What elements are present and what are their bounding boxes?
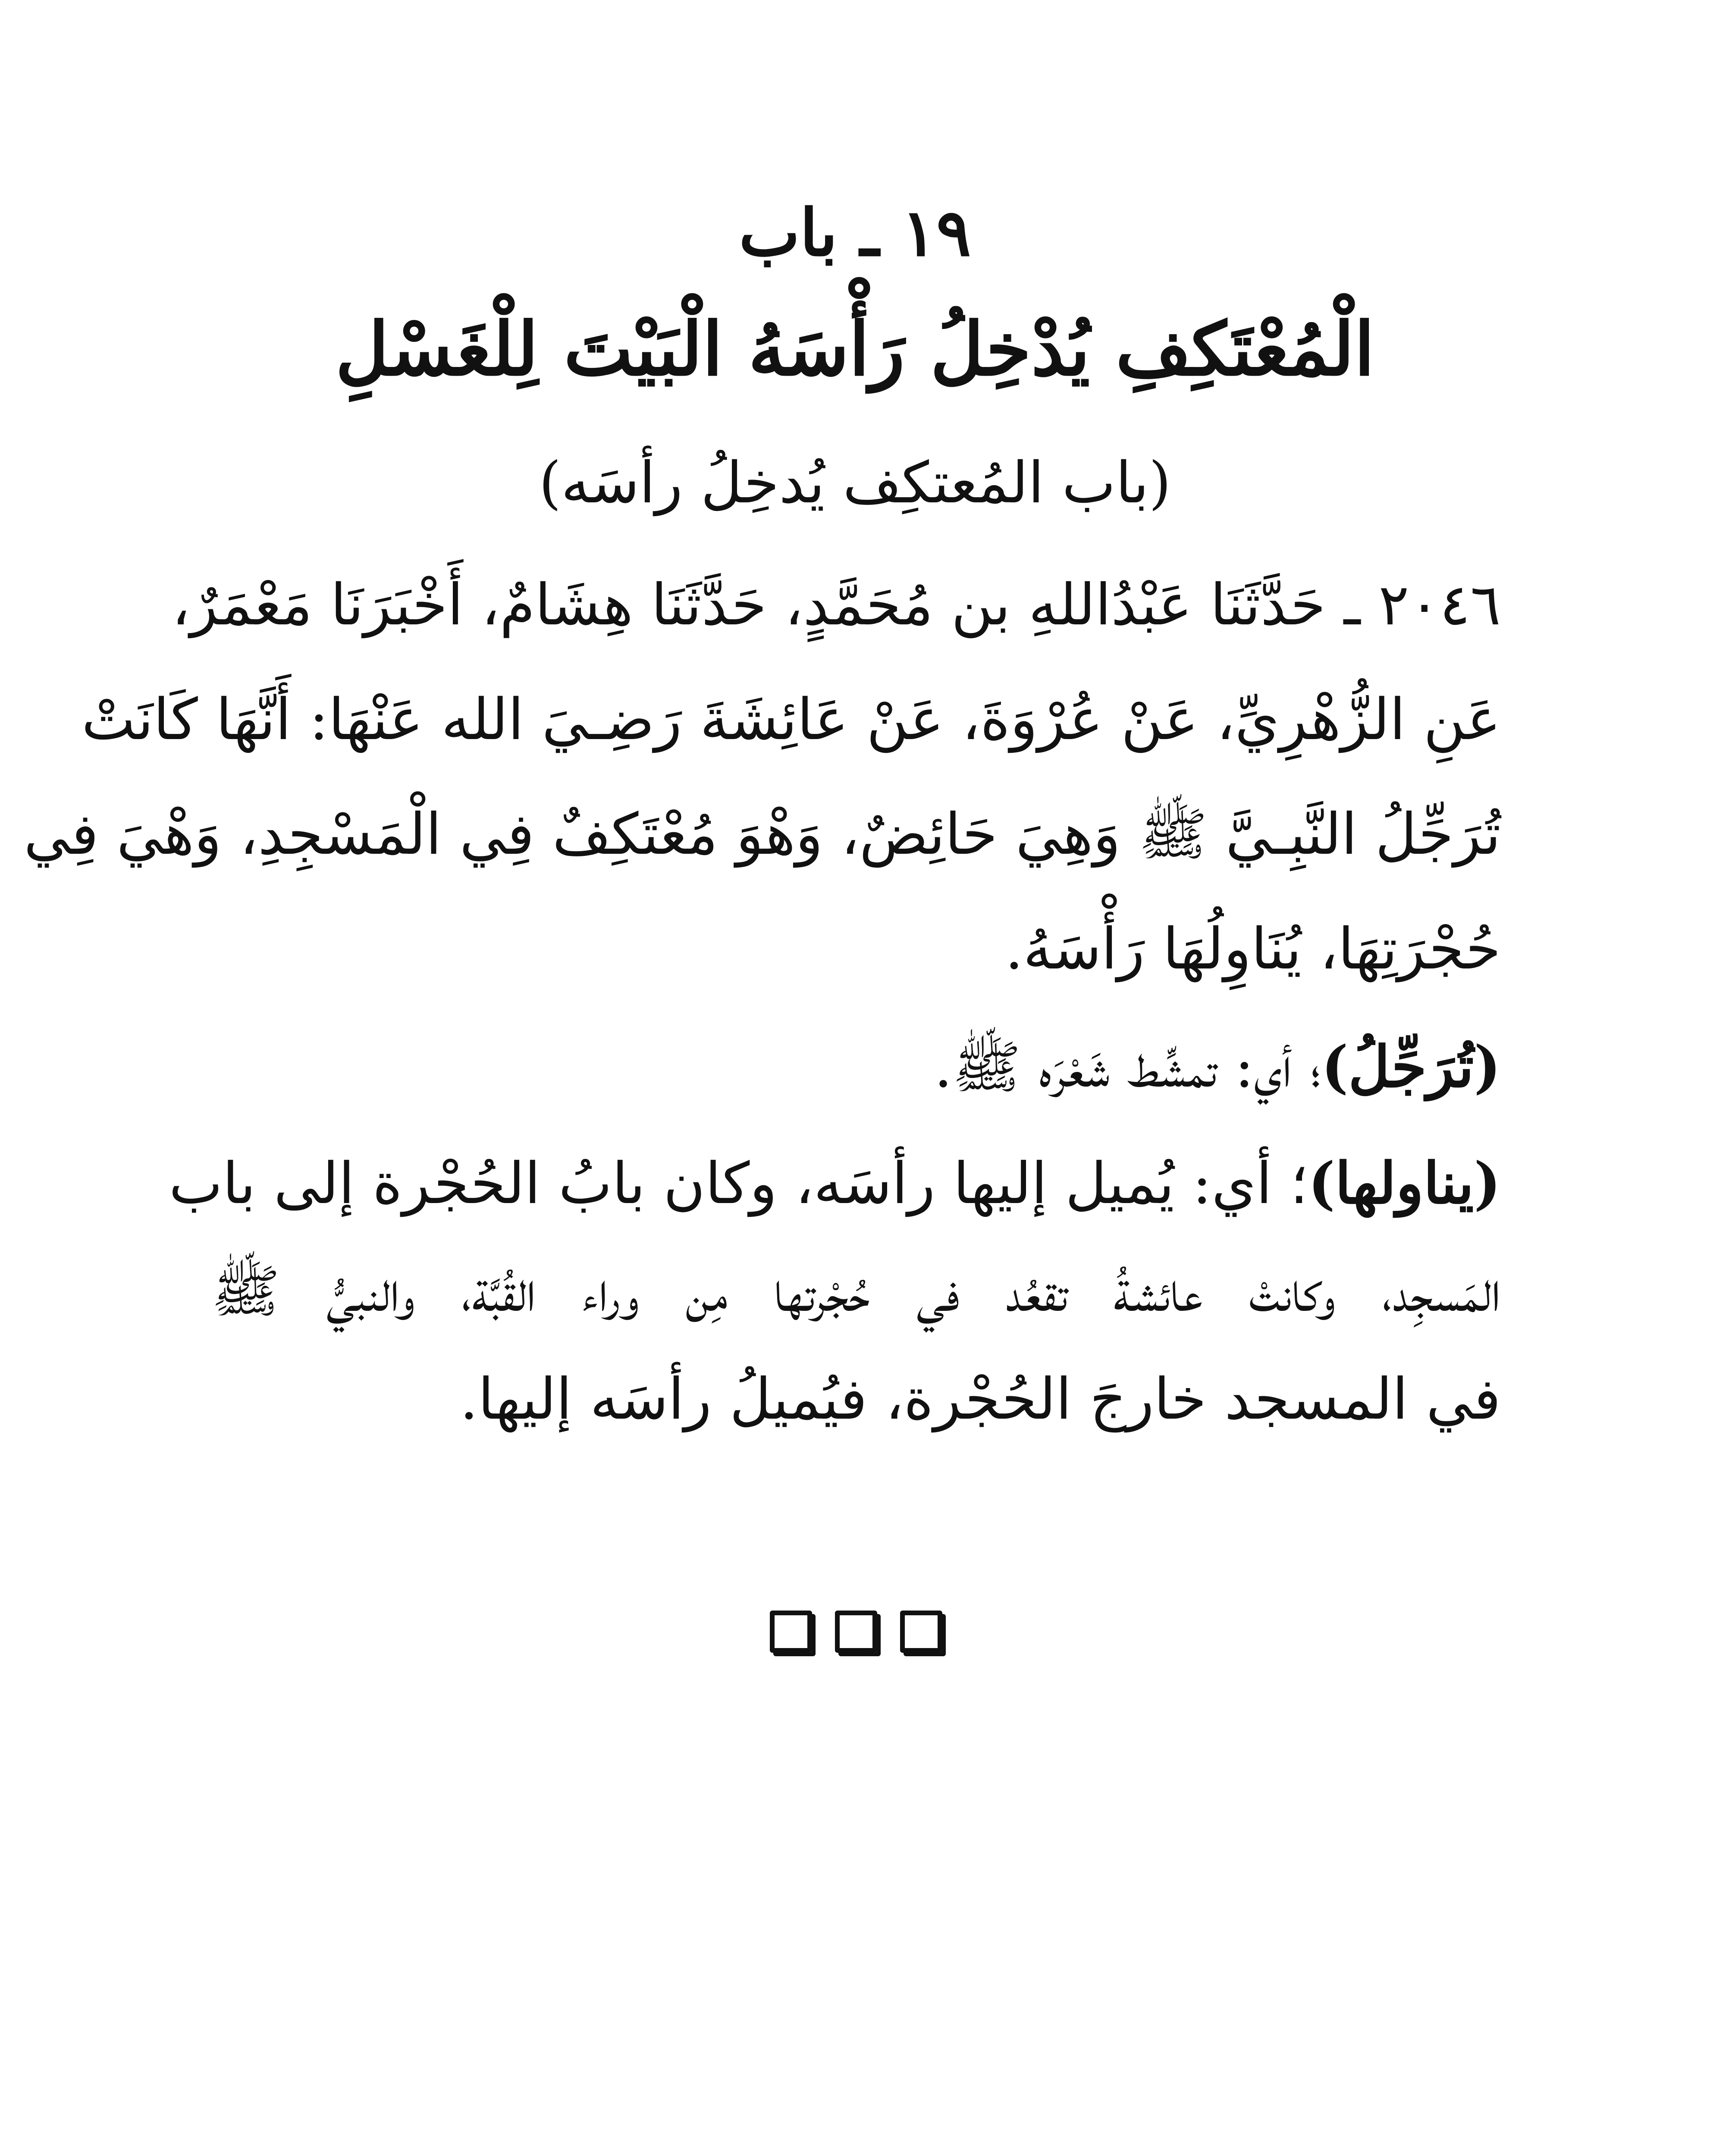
square-ornament-icon: [835, 1611, 877, 1653]
hadith-line: حُجْرَتِهَا، يُنَاوِلُهَا رَأْسَهُ.: [1005, 916, 1501, 982]
hadith-text: [24, 548, 1501, 1006]
commentary-note-1: [211, 1018, 1501, 1117]
chapter-subtitle: (باب المُعتكِف يُدخِلُ رأسَه): [539, 450, 1171, 516]
commentary-note-2: [169, 1130, 1501, 1453]
hadith-line: تُرَجِّلُ النَّبِـيَّ ﷺ وَهِيَ حَائِضٌ، وَهْوَ مُعْتَكِفٌ فِي الْمَسْجِدِ، وَهْيَ فِي: [24, 801, 1501, 868]
square-ornament-icon: [770, 1611, 812, 1653]
chapter-number: ١٩ ـ باب: [739, 195, 971, 271]
note-line: المَسجِد، وكانتْ عائشةُ تقعُد في حُجْرتها مِن وراء القُبَّة، والنبيُّ ﷺ: [211, 1258, 1501, 1325]
note-line: [169, 1130, 1501, 1238]
hadith-line: عَنِ الزُّهْرِيِّ، عَنْ عُرْوَةَ، عَنْ عَائِشَةَ رَضِـيَ الله عَنْهَا: أَنَّهَا كَانَتْ: [82, 686, 1501, 753]
note-text: ؛ أي: يُميل إليها رأسَه، وكان بابُ الحُجْرة إلى باب: [169, 1150, 1308, 1217]
note-term: (تُرَجِّلُ): [1321, 1034, 1501, 1100]
hadith-line: ٢٠٤٦ ـ حَدَّثَنَا عَبْدُاللهِ بن مُحَمَّدٍ، حَدَّثَنَا هِشَامٌ، أَخْبَرَنَا مَعْمَرٌ،: [172, 572, 1501, 638]
note-line: في المسجد خارجَ الحُجْرة، فيُميلُ رأسَه إليها.: [460, 1366, 1501, 1432]
square-ornament-icon: [900, 1611, 942, 1653]
note-text: ؛ أي: تمشِّط شَعْرَه ﷺ.: [934, 1034, 1321, 1100]
section-end-ornament: [770, 1611, 942, 1656]
chapter-title: الْمُعْتَكِفِ يُدْخِلُ رَأْسَهُ الْبَيْتَ لِلْغَسْلِ: [335, 306, 1375, 392]
note-term: (يناولها): [1308, 1150, 1501, 1217]
